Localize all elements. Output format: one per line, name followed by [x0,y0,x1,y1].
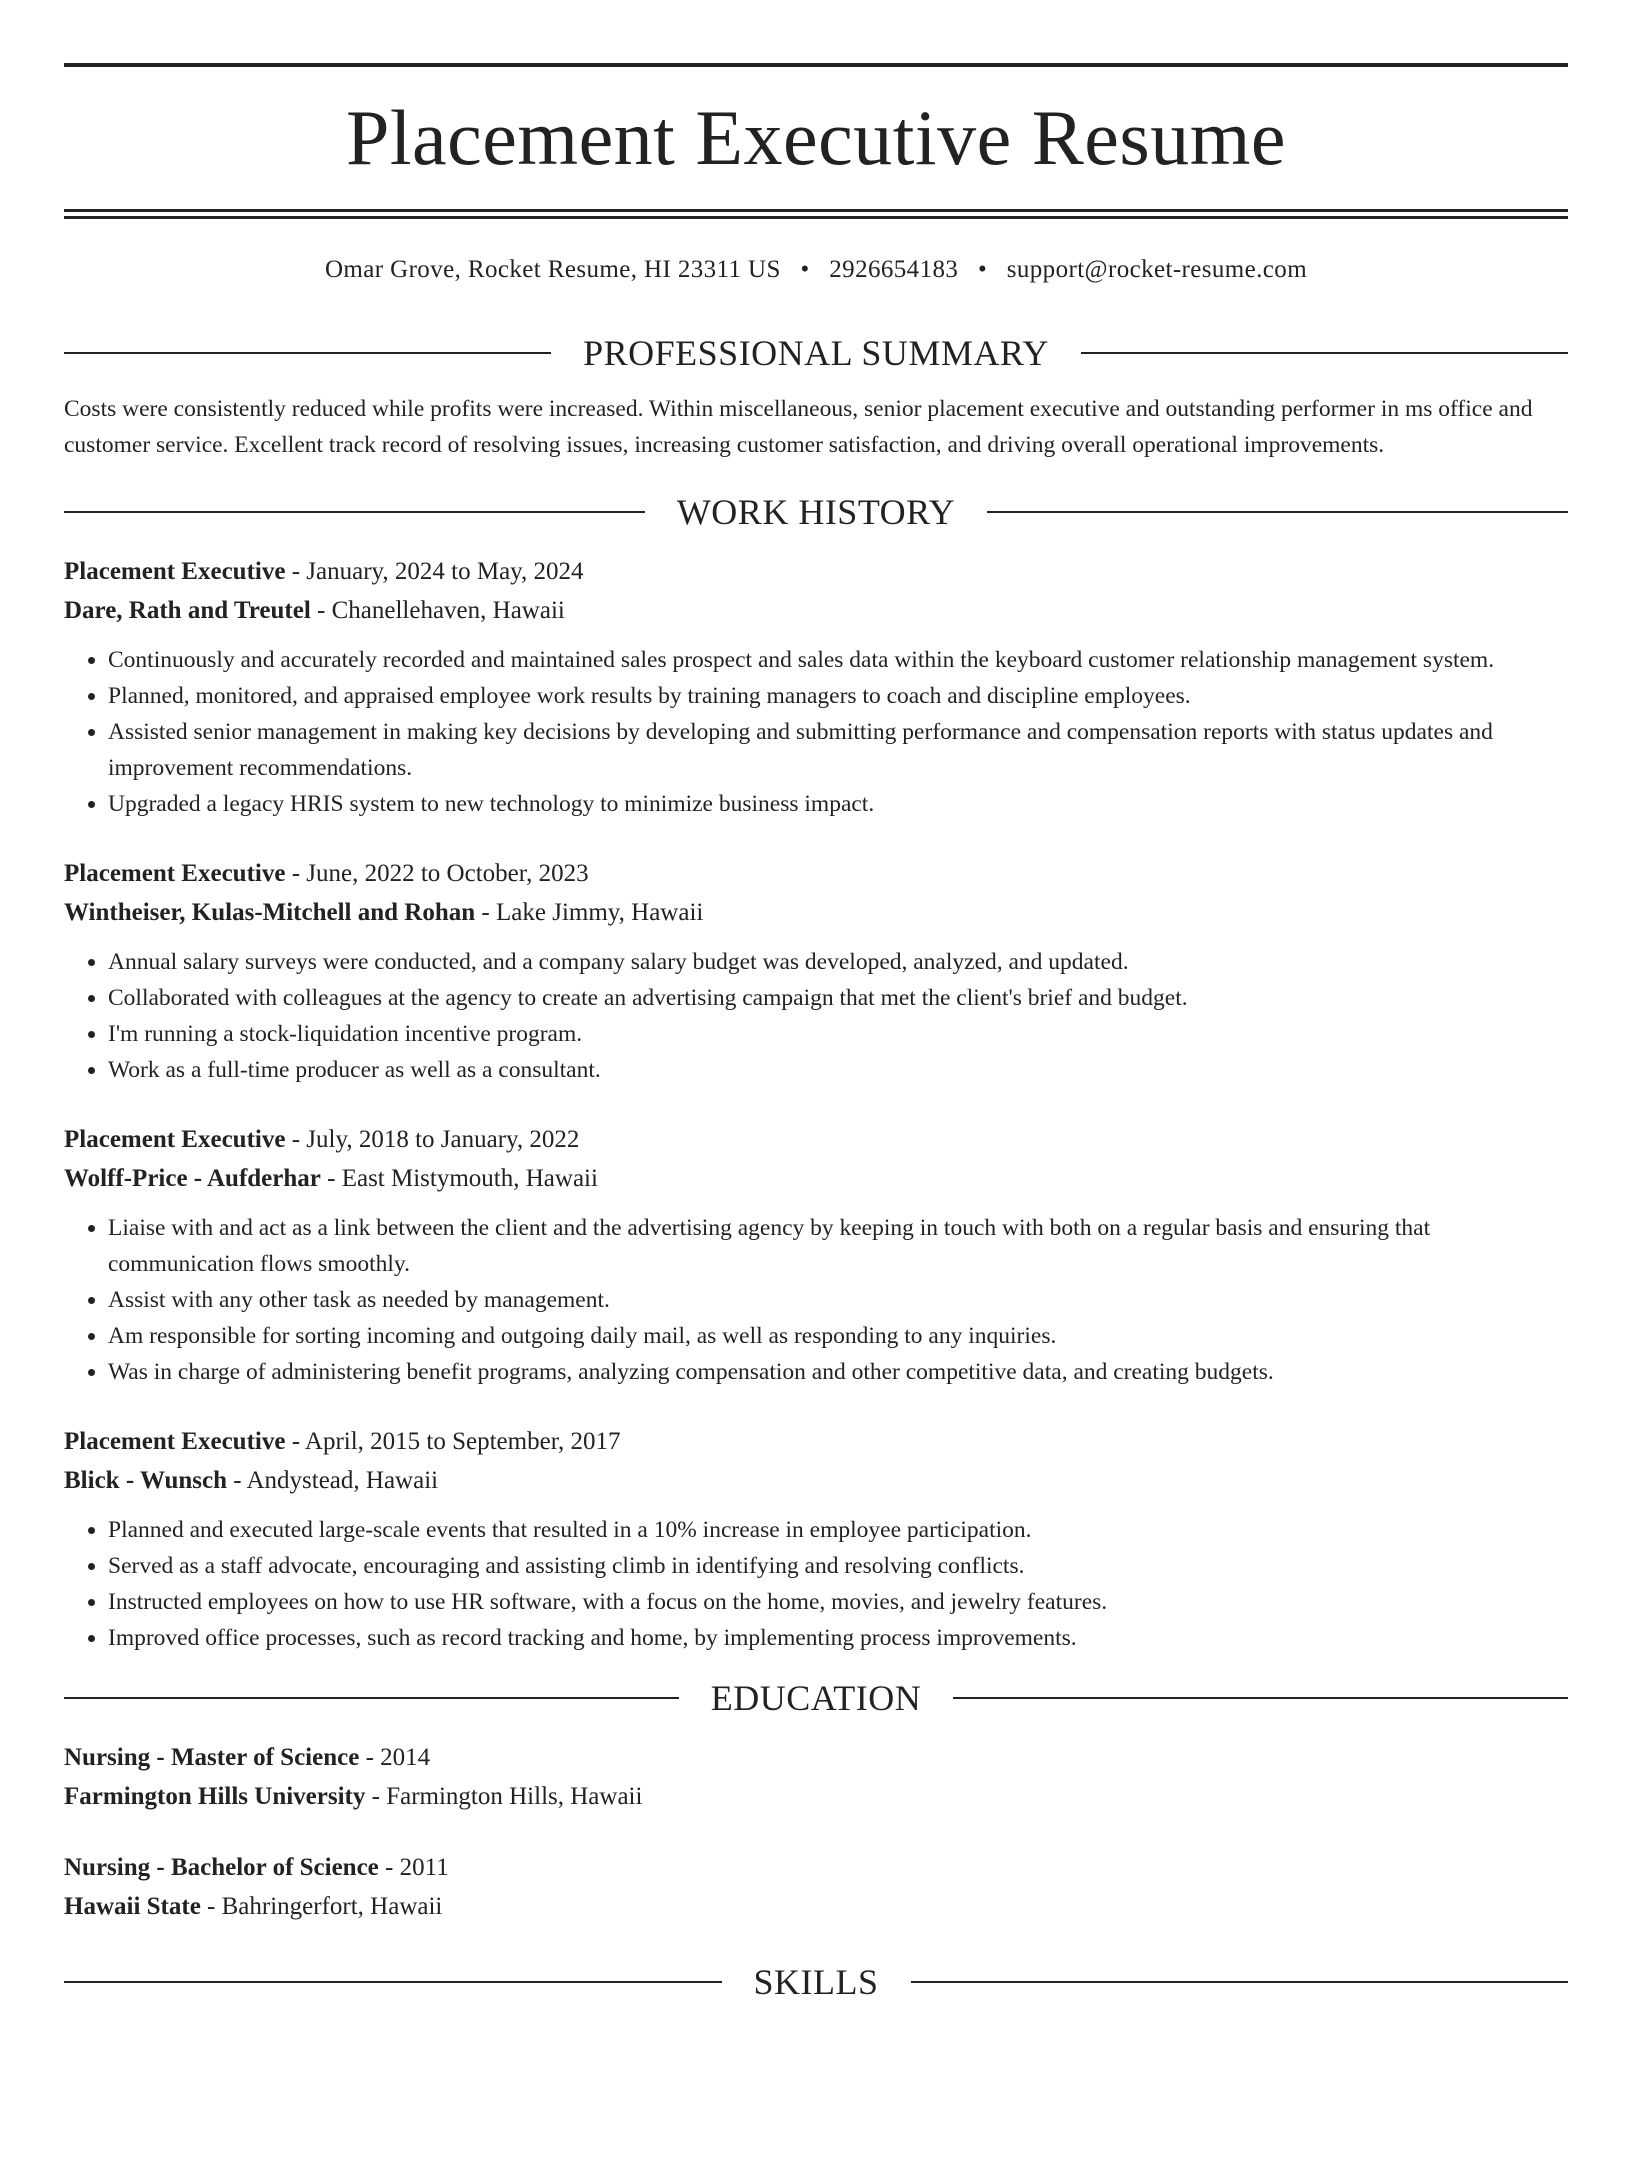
job-bullets [64,1512,1568,1656]
school-location: - Farmington Hills, Hawaii [365,1783,643,1810]
job-location: - East Mistymouth, Hawaii [320,1165,598,1192]
school-line [64,1777,1568,1816]
school-line [64,1887,1568,1926]
degree-line [64,1848,1568,1887]
job-title-line [64,1120,1568,1159]
degree-line [64,1738,1568,1777]
contact-separator: • [977,256,988,283]
section-heading-summary [64,331,1568,375]
job-company: Wintheiser, Kulas-Mitchell and Rohan [64,899,476,926]
education-list [64,1738,1568,1926]
contact-line [64,255,1568,285]
job-location: - Chanellehaven, Hawaii [310,597,565,624]
job-bullet: • Assist with any other task as needed by management. [108,1282,1568,1318]
heading-rule [1081,352,1568,354]
degree-year: - 2011 [378,1854,449,1881]
job-dates: - January, 2024 to May, 2024 [285,558,584,585]
job-dates: - June, 2022 to October, 2023 [285,860,589,887]
job-bullet: • Instructed employees on how to use HR software, with a focus on the home, movies, and jewelry features. [108,1584,1568,1620]
heading-rule [953,1697,1568,1699]
job-dates: - April, 2015 to September, 2017 [285,1428,621,1455]
heading-rule [64,1697,679,1699]
heading-rule [64,352,551,354]
job-bullet: • Planned, monitored, and appraised employee work results by training managers to coach and discipline employees. [108,678,1568,714]
heading-rule [911,1981,1569,1983]
job-title: Placement Executive [64,1428,286,1455]
top-rule [64,63,1568,67]
job-bullet: • Served as a staff advocate, encouraging and assisting climb in identifying and resolving conflicts. [108,1548,1568,1584]
summary-text: Costs were consistently reduced while profits were increased. Within miscellaneous, senior placement executive and outstanding performer in ms office and customer service. Excellent track record of resolving issues, increasing customer satisfaction, and driving overall operational improvements. [64,396,1533,458]
work-history-list [64,552,1568,1656]
page-title: Placement Executive Resume [345,94,1286,181]
section-title: WORK HISTORY [676,492,956,532]
job-bullet: • Liaise with and act as a link between the client and the advertising agency by keeping in touch with both on a regular basis and ensuring that communication flows smoothly. [108,1210,1568,1282]
job-bullet: • Collaborated with colleagues at the agency to create an advertising campaign that met the client's brief and budget. [108,980,1568,1016]
title-double-rule [64,209,1568,219]
heading-rule [987,511,1568,513]
job-company: Dare, Rath and Treutel [64,597,311,624]
degree-year: - 2014 [359,1744,431,1771]
contact-address: Omar Grove, Rocket Resume, HI 23311 US [324,256,781,283]
school-location: - Bahringerfort, Hawaii [200,1893,443,1920]
job-company: Wolff-Price - Aufderhar [64,1165,321,1192]
school: Farmington Hills University [64,1783,366,1810]
school: Hawaii State [64,1893,201,1920]
job-bullets [64,1210,1568,1390]
education-entry [64,1848,1568,1926]
job-bullet: • Assisted senior management in making key decisions by developing and submitting performance and compensation reports with status updates and improvement recommendations. [108,714,1568,786]
section-title: EDUCATION [710,1678,922,1718]
job-entry [64,1120,1568,1390]
degree: Nursing - Master of Science [64,1744,360,1771]
job-company-line [64,1159,1568,1198]
job-bullet: • Was in charge of administering benefit programs, analyzing compensation and other competitive data, and creating budgets. [108,1354,1568,1390]
job-bullet: • Annual salary surveys were conducted, and a company salary budget was developed, analyzed, and updated. [108,944,1568,980]
job-bullet: • I'm running a stock-liquidation incentive program. [108,1016,1568,1052]
job-bullets [64,642,1568,822]
job-entry [64,552,1568,822]
job-title-line [64,854,1568,893]
job-title: Placement Executive [64,1126,286,1153]
job-bullet: • Upgraded a legacy HRIS system to new technology to minimize business impact. [108,786,1568,822]
job-title: Placement Executive [64,558,286,585]
contact-phone: 2926654183 [829,256,959,283]
section-heading-work-history [64,490,1568,534]
job-bullet: • Continuously and accurately recorded and maintained sales prospect and sales data within the keyboard customer relationship management system. [108,642,1568,678]
job-bullet: • Work as a full-time producer as well as a consultant. [108,1052,1568,1088]
job-bullet: • Planned and executed large-scale events that resulted in a 10% increase in employee participation. [108,1512,1568,1548]
job-location: - Andystead, Hawaii [227,1467,439,1494]
job-bullets [64,944,1568,1088]
section-heading-education [64,1676,1568,1720]
heading-rule [64,1981,722,1983]
job-location: - Lake Jimmy, Hawaii [475,899,704,926]
job-title-line [64,1422,1568,1461]
job-bullet: • Am responsible for sorting incoming and outgoing daily mail, as well as responding to any inquiries. [108,1318,1568,1354]
heading-rule [64,511,645,513]
job-company-line [64,591,1568,630]
job-company-line [64,893,1568,932]
job-entry [64,1422,1568,1656]
section-title: PROFESSIONAL SUMMARY [583,333,1049,373]
education-entry [64,1738,1568,1816]
contact-separator: • [800,256,810,283]
job-entry [64,854,1568,1088]
job-title-line [64,552,1568,591]
resume-page [0,63,1632,2175]
degree: Nursing - Bachelor of Science [64,1854,379,1881]
section-title: SKILLS [753,1962,879,2002]
job-company-line [64,1461,1568,1500]
job-dates: - July, 2018 to January, 2022 [285,1126,580,1153]
contact-email: support@rocket-resume.com [1006,256,1308,283]
job-company: Blick - Wunsch [64,1467,228,1494]
job-title: Placement Executive [64,860,286,887]
job-bullet: • Improved office processes, such as record tracking and home, by implementing process improvements. [108,1620,1568,1656]
section-heading-skills [64,1960,1568,2004]
